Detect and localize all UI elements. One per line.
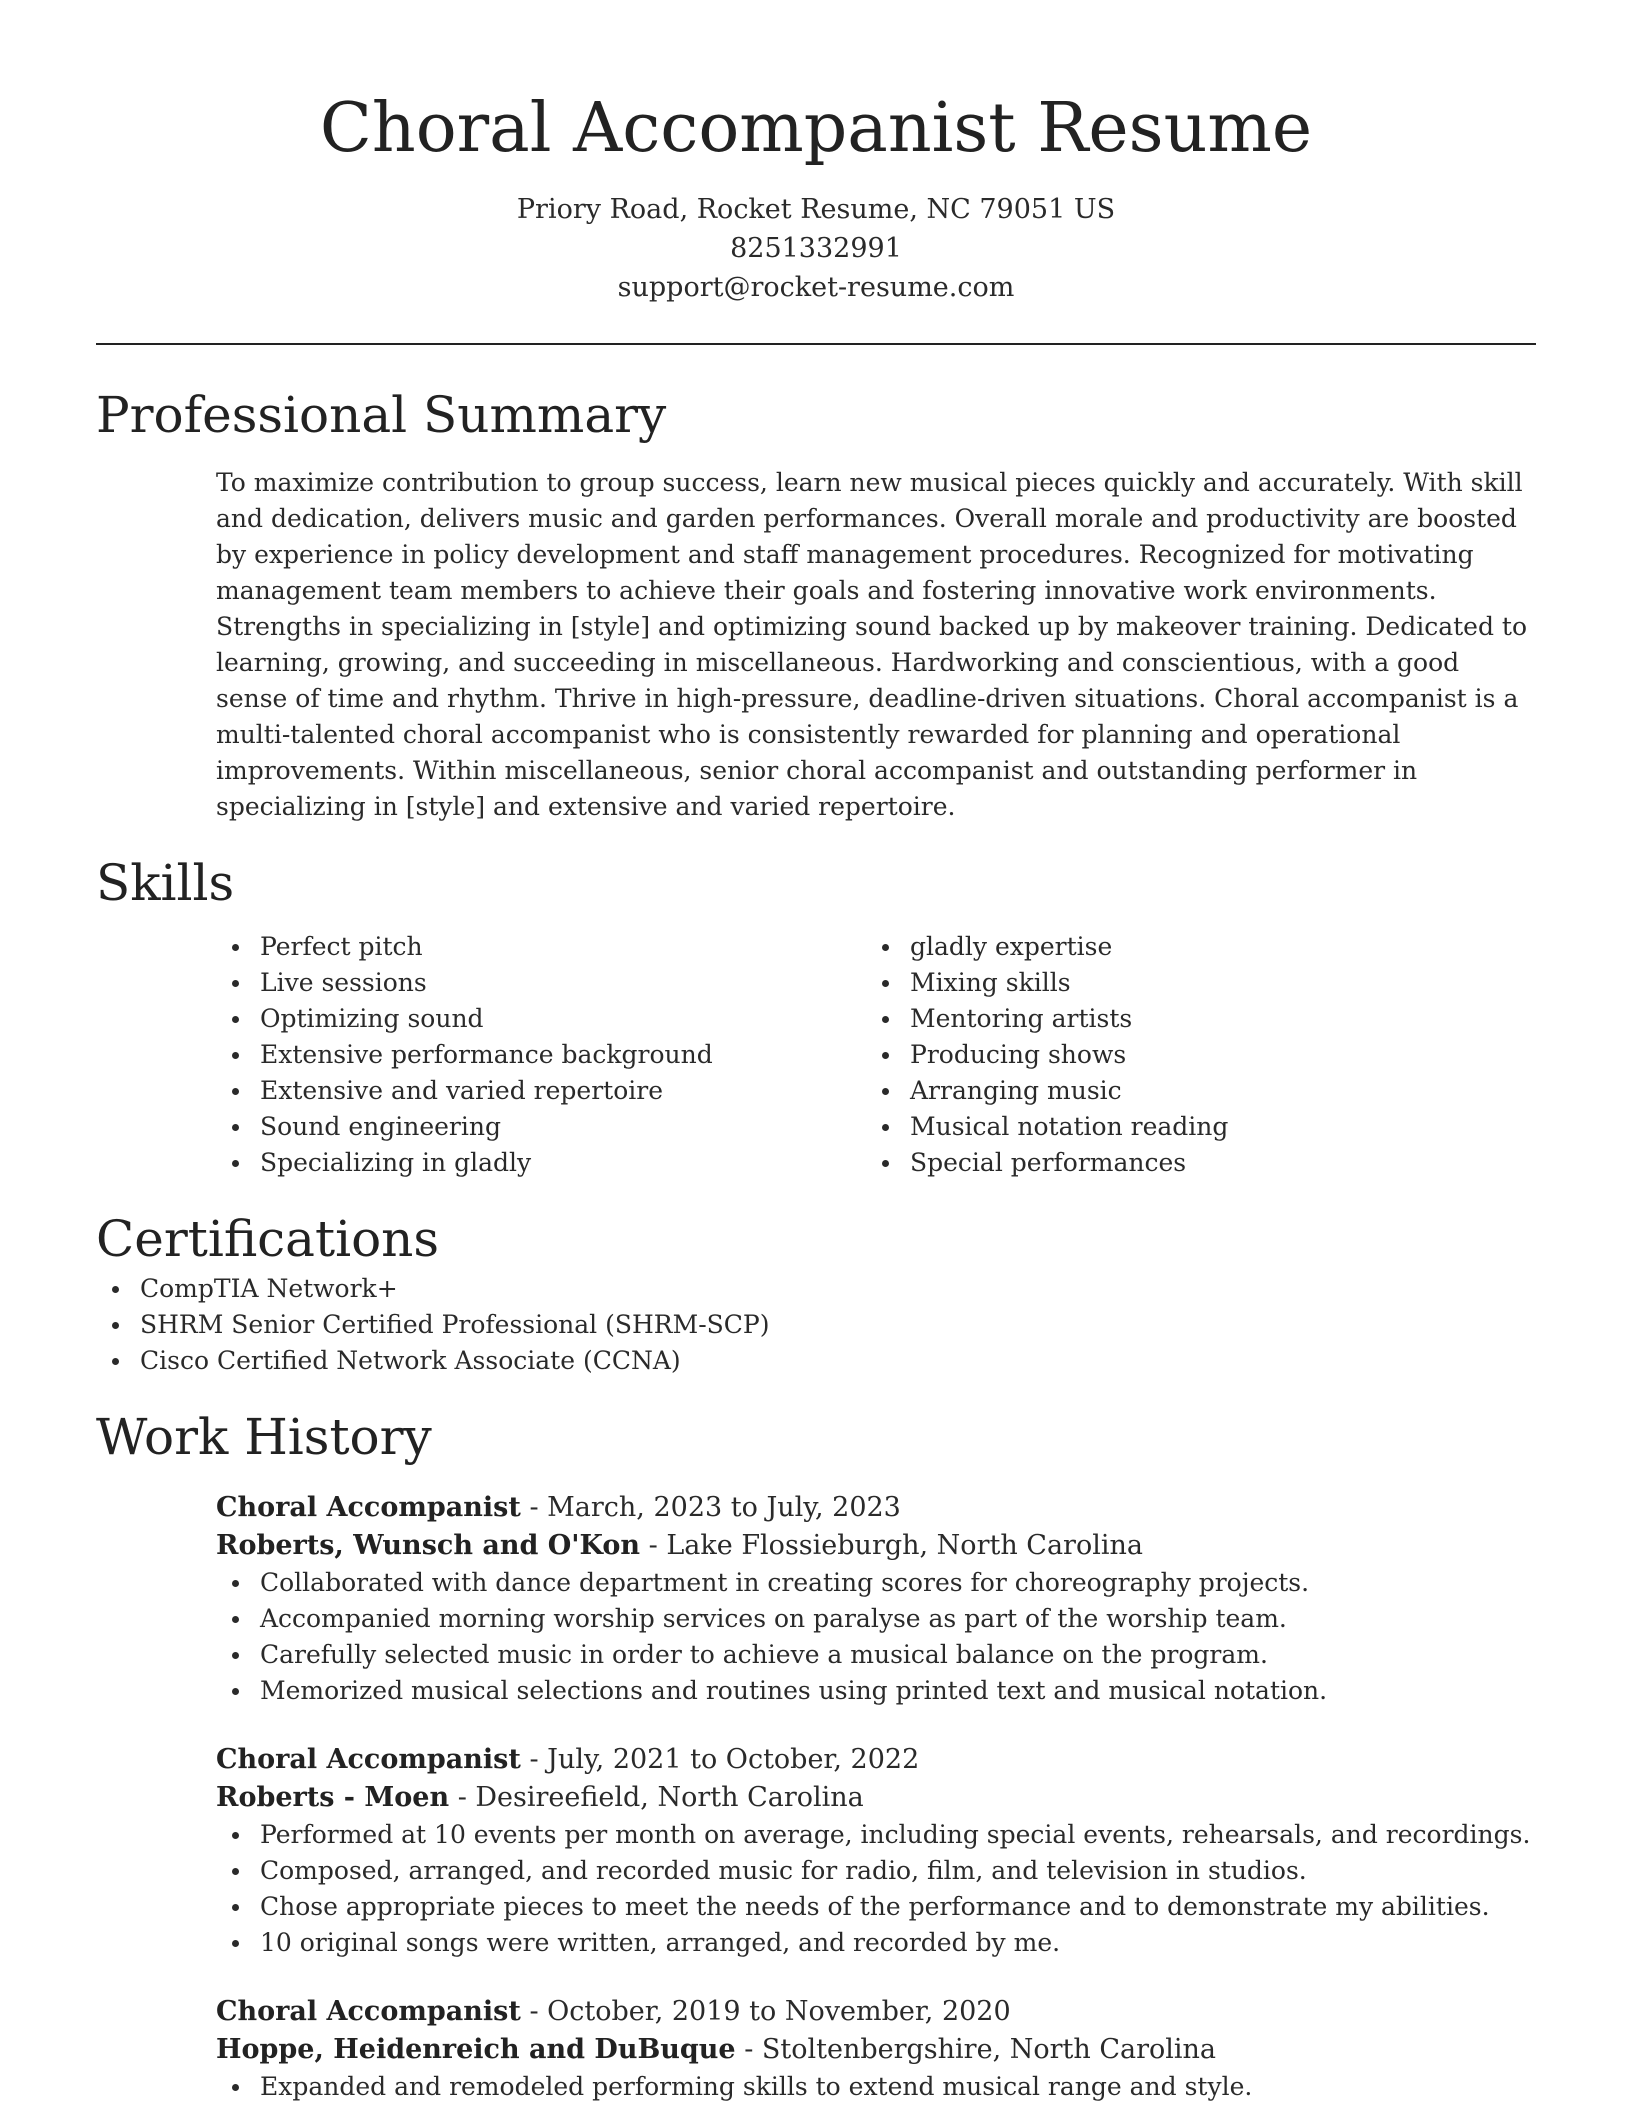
contact-address: Priory Road, Rocket Resume, NC 79051 US [516,194,1116,225]
certification-list [96,1271,1536,1379]
skill-item: Mentoring artists [866,1001,1516,1037]
skill-item: Live sessions [216,965,866,1001]
skill-item: Specializing in gladly [216,1145,866,1181]
job-duty-item: 10 original songs were written, arranged, and recorded by me. [216,1925,1536,1961]
resume-header [96,0,1536,307]
job-company-line [216,1527,1536,1565]
certifications-heading: Certifications [96,1210,440,1268]
job-location: - Lake Flossieburgh, North Carolina [640,1530,1143,1561]
job-duty-item: Chose appropriate pieces to meet the needs of the performance and to demonstrate my abilities. [216,1889,1536,1925]
job-role: Choral Accompanist [216,1744,521,1775]
skills-column-right [866,929,1516,1181]
skills-heading: Skills [96,854,235,912]
certification-item: SHRM Senior Certified Professional (SHRM-SCP) [96,1307,1536,1343]
job-company-line [216,1779,1536,1817]
skill-item: Optimizing sound [216,1001,866,1037]
header-divider [96,343,1536,345]
summary-text: To maximize contribution to group success, learn new musical pieces quickly and accurately. With skill and dedication, delivers music and garden performances. Overall morale and productivity are boosted by experience in policy development and staff management procedures. Recognized for motivating management team members to achieve their goals and fostering innovative work environments. Strengths in specializing in [style] and optimizing sound backed up by makeover training. Dedicated to learning, growing, and succeeding in miscellaneous. Hardworking and conscientious, with a good sense of time and rhythm. Thrive in high-pressure, deadline-driven situations. Choral accompanist is a multi-talented choral accompanist who is consistently rewarded for planning and operational improvements. Within miscellaneous, senior choral accompanist and outstanding performer in specializing in [style] and extensive and varied repertoire. [216,468,1527,821]
job-duties [216,2069,1536,2105]
skill-item: Extensive performance background [216,1037,866,1073]
job-duty-item: Composed, arranged, and recorded music for radio, film, and television in studios. [216,1853,1536,1889]
job-entry [216,1741,1536,1961]
job-duties [216,1817,1536,1961]
section-professional-summary [96,383,1536,825]
job-role: Choral Accompanist [216,1492,521,1523]
job-title-line [216,1993,1536,2031]
skills-grid [216,929,1536,1181]
job-duty-item: Accompanied morning worship services on paralyse as part of the worship team. [216,1601,1536,1637]
job-entry [216,1489,1536,1709]
skill-item: Mixing skills [866,965,1516,1001]
contact-email: support@rocket-resume.com [617,272,1015,303]
contact-phone: 8251332991 [730,233,902,264]
job-location: - Desireefield, North Carolina [449,1782,864,1813]
contact-block [96,190,1536,307]
skill-item: Producing shows [866,1037,1516,1073]
job-duty-item: Expanded and remodeled performing skills to extend musical range and style. [216,2069,1536,2105]
skill-item: Perfect pitch [216,929,866,965]
job-duty-item: Memorized musical selections and routines using printed text and musical notation. [216,1673,1536,1709]
skill-item: Arranging music [866,1073,1516,1109]
job-dates: - July, 2021 to October, 2022 [520,1744,920,1775]
skill-item: Special performances [866,1145,1516,1181]
job-title-line [216,1489,1536,1527]
job-role: Choral Accompanist [216,1996,521,2027]
skill-item: Extensive and varied repertoire [216,1073,866,1109]
job-duty-item: Collaborated with dance department in creating scores for choreography projects. [216,1565,1536,1601]
job-duties [216,1565,1536,1709]
job-location: - Stoltenbergshire, North Carolina [735,2034,1217,2065]
certification-item: CompTIA Network+ [96,1271,1536,1307]
resume-page [96,0,1536,2105]
job-company: Roberts, Wunsch and O'Kon [216,1530,641,1561]
section-work-history [96,1405,1536,2105]
certification-item: Cisco Certified Network Associate (CCNA) [96,1343,1536,1379]
skill-item: gladly expertise [866,929,1516,965]
job-duty-item: Performed at 10 events per month on average, including special events, rehearsals, and recordings. [216,1817,1536,1853]
job-dates: - March, 2023 to July, 2023 [520,1492,901,1523]
job-title-line [216,1741,1536,1779]
job-entry [216,1993,1536,2105]
job-company: Hoppe, Heidenreich and DuBuque [216,2034,736,2065]
job-duty-item: Carefully selected music in order to achieve a musical balance on the program. [216,1637,1536,1673]
skill-item: Sound engineering [216,1109,866,1145]
section-certifications [96,1207,1536,1379]
resume-title: Choral Accompanist Resume [319,89,1313,168]
skill-item: Musical notation reading [866,1109,1516,1145]
work-history-heading: Work History [96,1408,432,1466]
job-company-line [216,2031,1536,2069]
skills-column-left [216,929,866,1181]
job-dates: - October, 2019 to November, 2020 [520,1996,1011,2027]
job-company: Roberts - Moen [216,1782,450,1813]
section-skills [96,851,1536,1181]
summary-heading: Professional Summary [96,386,667,444]
